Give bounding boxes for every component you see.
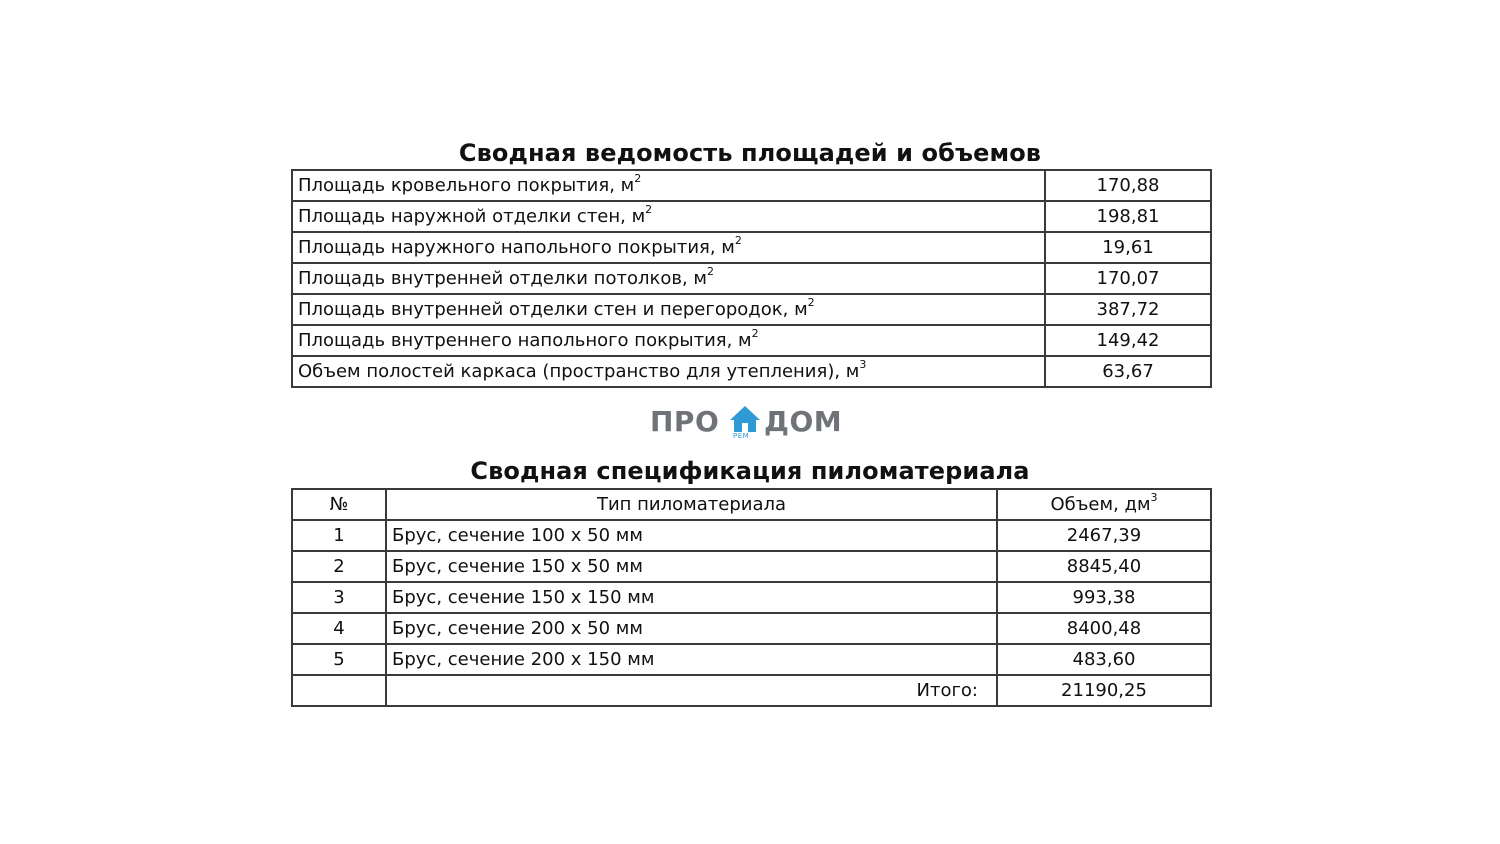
table-row bbox=[292, 232, 1211, 263]
total-empty-cell bbox=[292, 675, 386, 706]
table-row bbox=[292, 263, 1211, 294]
row-volume: 8845,40 bbox=[997, 551, 1211, 582]
table-row bbox=[292, 356, 1211, 387]
areas-table-title: Сводная ведомость площадей и объемов bbox=[458, 139, 1042, 167]
total-row bbox=[292, 675, 1211, 706]
areas-table bbox=[291, 169, 1212, 388]
area-label: Площадь внутреннего напольного покрытия, $м^2$ bbox=[292, 325, 1045, 356]
row-type: Брус, сечение 150 х 150 мм bbox=[386, 582, 997, 613]
row-num: 1 bbox=[292, 520, 386, 551]
total-value: 21190,25 bbox=[997, 675, 1211, 706]
row-type: Брус, сечение 200 х 150 мм bbox=[386, 644, 997, 675]
header-type: Тип пиломатериала bbox=[386, 489, 997, 520]
table-row bbox=[292, 170, 1211, 201]
logo-text-left: ПРО bbox=[650, 405, 720, 438]
row-num: 4 bbox=[292, 613, 386, 644]
table-row bbox=[292, 201, 1211, 232]
table-header-row bbox=[292, 489, 1211, 520]
area-label: Площадь наружного напольного покрытия, $м^2$ bbox=[292, 232, 1045, 263]
header-volume: Объем, $дм^3$ bbox=[997, 489, 1211, 520]
area-value: 63,67 bbox=[1045, 356, 1211, 387]
prodom-logo bbox=[650, 403, 850, 443]
header-num: № bbox=[292, 489, 386, 520]
table-row bbox=[292, 644, 1211, 675]
total-label: Итого: bbox=[386, 675, 997, 706]
area-value: 170,88 bbox=[1045, 170, 1211, 201]
area-label: Площадь внутренней отделки потолков, $м^2$ bbox=[292, 263, 1045, 294]
table-row bbox=[292, 520, 1211, 551]
area-value: 198,81 bbox=[1045, 201, 1211, 232]
area-value: 149,42 bbox=[1045, 325, 1211, 356]
area-label: Площадь внутренней отделки стен и перегородок, $м^2$ bbox=[292, 294, 1045, 325]
table-row bbox=[292, 294, 1211, 325]
row-num: 2 bbox=[292, 551, 386, 582]
row-num: 3 bbox=[292, 582, 386, 613]
area-value: 19,61 bbox=[1045, 232, 1211, 263]
row-volume: 483,60 bbox=[997, 644, 1211, 675]
table-row bbox=[292, 582, 1211, 613]
row-volume: 2467,39 bbox=[997, 520, 1211, 551]
table-row bbox=[292, 325, 1211, 356]
row-type: Брус, сечение 150 х 50 мм bbox=[386, 551, 997, 582]
area-value: 170,07 bbox=[1045, 263, 1211, 294]
lumber-table bbox=[291, 488, 1212, 707]
row-type: Брус, сечение 100 х 50 мм bbox=[386, 520, 997, 551]
area-value: 387,72 bbox=[1045, 294, 1211, 325]
lumber-table-title: Сводная спецификация пиломатериала bbox=[470, 457, 1030, 485]
row-num: 5 bbox=[292, 644, 386, 675]
table-row bbox=[292, 613, 1211, 644]
row-volume: 993,38 bbox=[997, 582, 1211, 613]
logo-small-text: РЕМ bbox=[733, 432, 750, 440]
area-label: Площадь кровельного покрытия, $м^2$ bbox=[292, 170, 1045, 201]
row-type: Брус, сечение 200 х 50 мм bbox=[386, 613, 997, 644]
table-row bbox=[292, 551, 1211, 582]
logo-text-right: ДОМ bbox=[764, 405, 843, 438]
area-label: Площадь наружной отделки стен, $м^2$ bbox=[292, 201, 1045, 232]
area-label: Объем полостей каркаса (пространство для утепления), $м^3$ bbox=[292, 356, 1045, 387]
row-volume: 8400,48 bbox=[997, 613, 1211, 644]
